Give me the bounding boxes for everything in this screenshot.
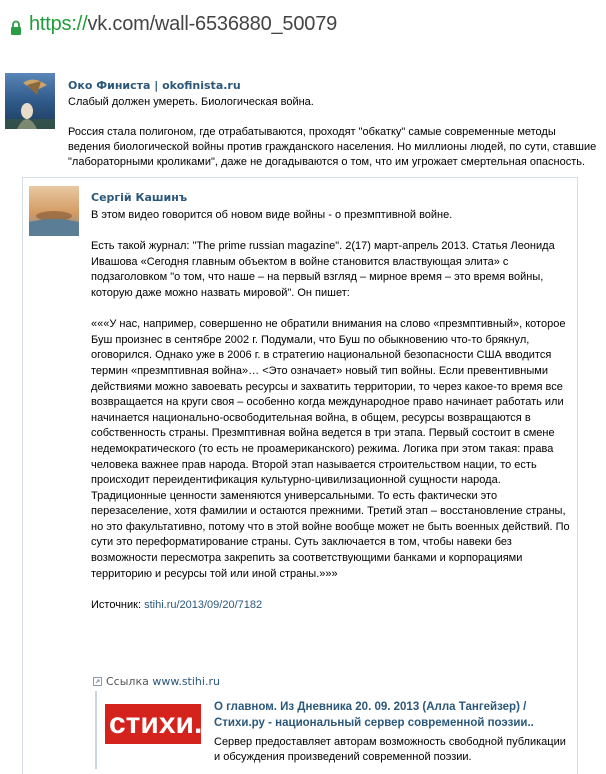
link-attachment-header	[93, 675, 220, 688]
source-label: Источник:	[91, 598, 142, 611]
repost-block	[22, 177, 578, 774]
repost-paragraph	[91, 582, 573, 598]
repost-paragraph	[91, 224, 573, 240]
repost-paragraph: В этом видео говорится об новом виде войны - о презмптивной войне.	[91, 209, 453, 221]
author-avatar[interactable]	[5, 73, 55, 129]
repost-author-link[interactable]: Сергій Кашинъ	[91, 191, 188, 204]
post-paragraph: Слабый должен умереть. Биологическая война.	[68, 96, 314, 108]
repost-paragraph: Есть такой журнал: "The prime russian magazine". 2(17) март-апрель 2013. Статья Леонида Ивашова «Сегодня главным объектом в войне становится властвующая элита» с подзаголовком "о том, что наше – на первый взгляд – мирное время – это время войны, которую даже можно назвать мировой". Он пишет:	[91, 240, 555, 299]
post-text	[68, 95, 598, 170]
post-paragraph	[68, 110, 598, 125]
url-text[interactable]	[29, 13, 337, 36]
logo-text: стихи.р	[105, 704, 201, 744]
repost-text	[91, 208, 573, 613]
post-paragraph: Россия стала полигоном, где отрабатываются, проходят "обкатку" самые современные методы ведения биологической войны против гражданского населения. Но миллионы людей, по сути, ставшие "лабораторными кроликами", даже не догадываются о том, что им угрожает смертельная опасность.	[68, 126, 597, 168]
link-prefix: Ссылка	[106, 675, 149, 688]
address-bar[interactable]	[0, 0, 606, 56]
link-site[interactable]: www.stihi.ru	[152, 675, 220, 688]
source-link[interactable]: stihi.ru/2013/09/20/7182	[144, 598, 263, 611]
repost-paragraph	[91, 302, 573, 318]
stihi-logo[interactable]	[103, 702, 221, 746]
post-author-link[interactable]: Око Финиста | okofinista.ru	[68, 79, 241, 92]
link-description: Сервер предоставляет авторам возможность свободной публикации и обсуждения произведений современной поэзии.	[214, 736, 566, 763]
url-path: vk.com/wall-6536880_50079	[87, 13, 338, 35]
url-scheme: https://	[29, 13, 88, 35]
lock-icon	[10, 20, 22, 36]
repost-paragraph: «««У нас, например, совершенно не обратили внимания на слово «презмптивный», которое Буш произнес в сентябре 2002 г. Подумали, что Буш по обыкновению что-то брякнул, оговорился. Однако уже в 2006 г. в стратегию национальной безопасности США вводится термин «презмптивная война»… <Это означает» новый тип войны. Если превентивными действиями можно завоевать ресурсы и захватить территории, то через какое-то время все возвращается на круги своя – особенно когда международное право начинает работать или начинается национально-освободительная война, в общем, ресурсы возвращаются в собственность страны. Презмптивная война ведется в три этапа. Первый состоит в смене недемократического (то есть не проамериканского) режима. Логика при этом такая: права человека важнее прав народа. Второй этап называется строительством нации, то есть происходит переидентификация культурно-цивилизационной сущности народа. Традиционные ценности заменяются универсальными. То есть фактически это перезаселение, хотя фамилии и остаются прежними. Третий этап – восстановление страны, но это факультативно, потому что в этой войне вообще может не быть военных действий. По сути это переформатирование страны. Суть заключается в том, чтобы навеки без возможности пересмотра закрепить за соответствующими банками и корпорациями территорию и ресурсы той или иной страны.»»»	[91, 318, 570, 580]
repost-author-avatar[interactable]	[29, 186, 79, 236]
link-preview-card[interactable]	[95, 691, 575, 769]
source-line	[91, 598, 573, 614]
link-title[interactable]: О главном. Из Дневника 20. 09. 2013 (Алла Тангейзер) / Стихи.ру - национальный сервер современной поэзии..	[214, 701, 534, 729]
link-icon	[93, 677, 102, 686]
